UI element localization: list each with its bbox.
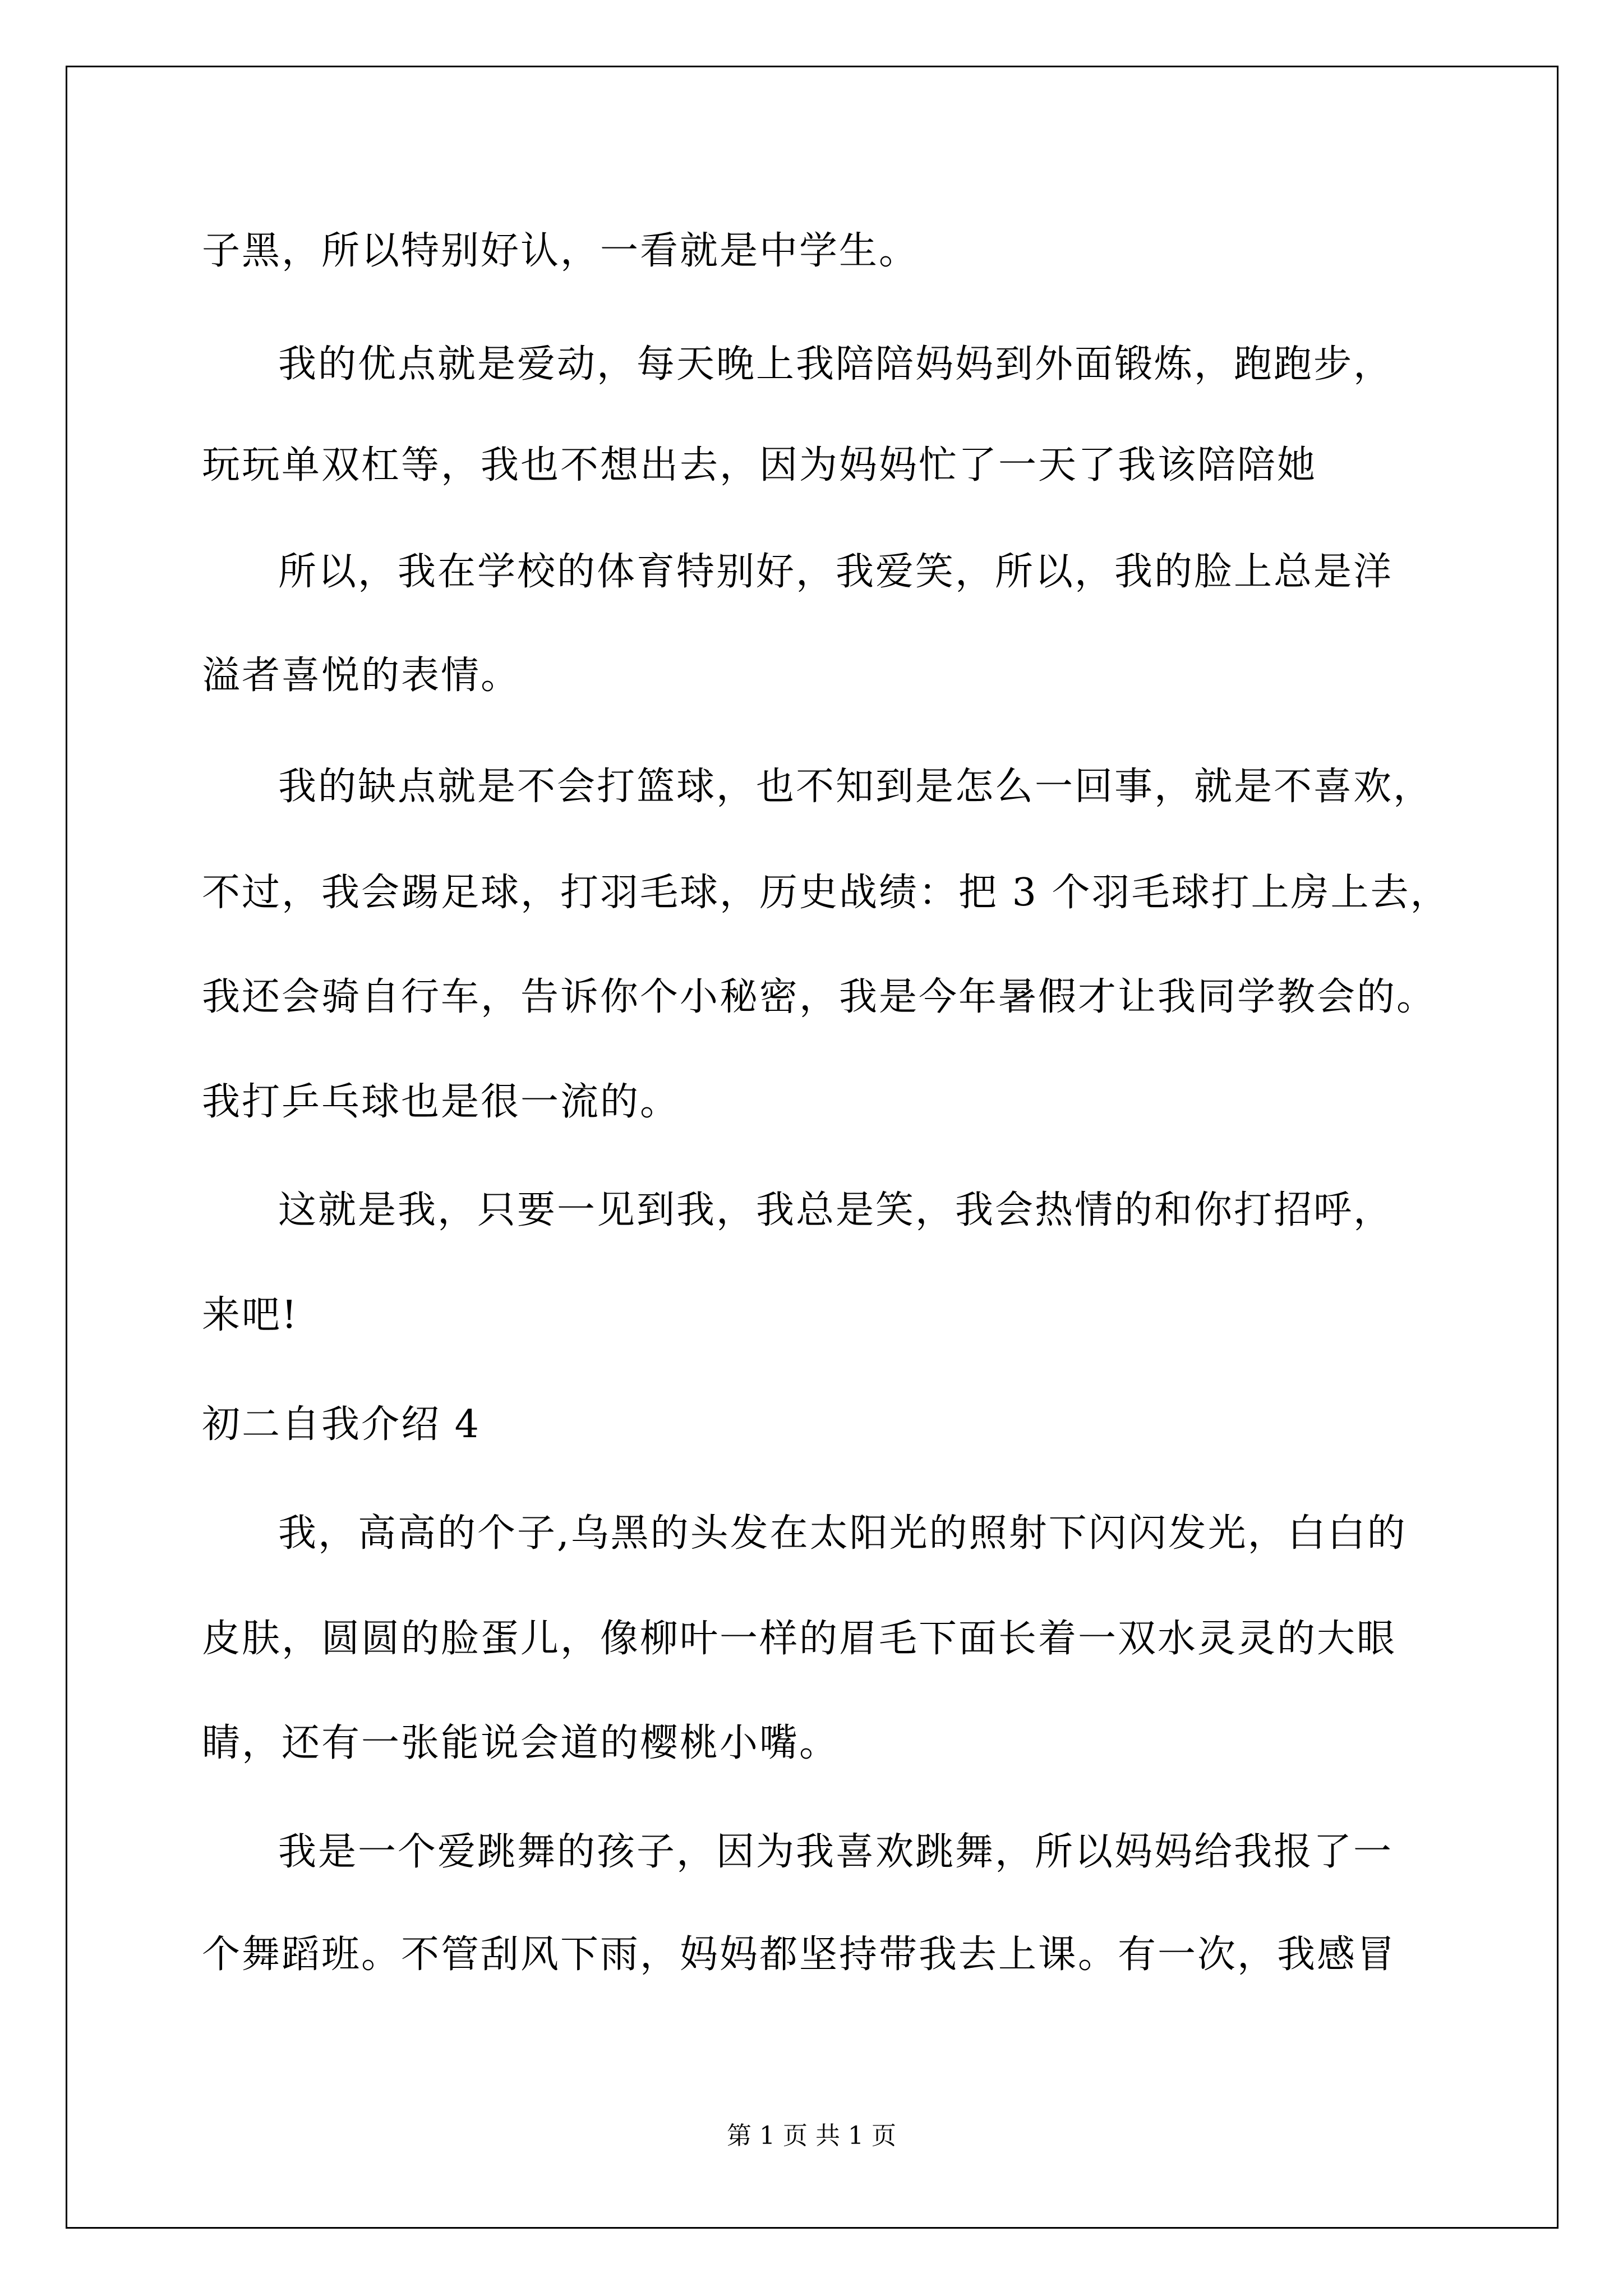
text-line: 所以，我在学校的体育特别好，我爱笑，所以，我的脸上总是洋: [278, 550, 1394, 594]
section-heading: 初二自我介绍 4: [202, 1402, 481, 1447]
page-footer: 第 1 页 共 1 页: [727, 2122, 896, 2150]
text-line: 子黑，所以特别好认，一看就是中学生。: [202, 229, 919, 273]
text-line: 我的缺点就是不会打篮球，也不知到是怎么一回事，就是不喜欢，: [278, 765, 1433, 809]
text-line: 我还会骑自行车，告诉你个小秘密，我是今年暑假才让我同学教会的。: [202, 975, 1437, 1019]
text-line: 皮肤，圆圆的脸蛋儿，像柳叶一样的眉毛下面长着一双水灵灵的大眼: [202, 1617, 1397, 1661]
text-line: 我的优点就是爱动，每天晚上我陪陪妈妈到外面锻炼，跑跑步，: [278, 342, 1394, 386]
text-line: 睛，还有一张能说会道的樱桃小嘴。: [202, 1721, 840, 1765]
text-line: 来吧!: [202, 1293, 299, 1337]
page-border: [66, 66, 1559, 2229]
text-line: 我是一个爱跳舞的孩子，因为我喜欢跳舞，所以妈妈给我报了一: [278, 1830, 1394, 1874]
text-line: 我，高高的个子,乌黑的头发在太阳光的照射下闪闪发光，白白的: [278, 1511, 1407, 1556]
text-line: 玩玩单双杠等，我也不想出去，因为妈妈忙了一天了我该陪陪她: [202, 443, 1317, 487]
text-line: 这就是我，只要一见到我，我总是笑，我会热情的和你打招呼，: [278, 1188, 1394, 1232]
text-line: 不过，我会踢足球，打羽毛球，历史战绩：把 3 个羽毛球打上房上去，: [202, 871, 1450, 915]
text-line: 个舞蹈班。不管刮风下雨，妈妈都坚持带我去上课。有一次，我感冒: [202, 1932, 1397, 1977]
text-line: 溢者喜悦的表情。: [202, 654, 521, 698]
text-line: 我打乒乓球也是很一流的。: [202, 1080, 680, 1124]
